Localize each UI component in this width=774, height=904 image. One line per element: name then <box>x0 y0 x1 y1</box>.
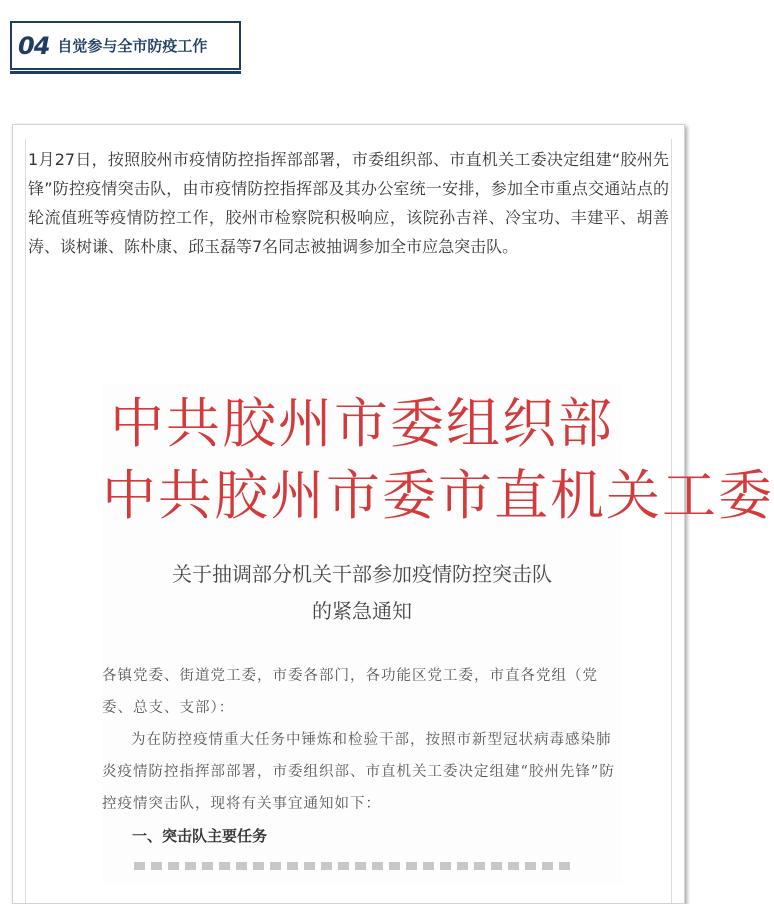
intro-paragraph: 1月27日，按照胶州市疫情防控指挥部部署，市委组织部、市直机关工委决定组建“胶州先锋”防控疫情突击队，由市疫情防控指挥部及其办公室统一安排，参加全市重点交通站点的轮流值班等疫情防控工作，胶州市检察院积极响应，该院孙吉祥、冷宝功、丰建平、胡善涛、谈树谦、陈朴康、邱玉磊等7名同志被抽调参加全市应急突击队。 <box>28 150 669 256</box>
document-issuer-2: 中共胶州市委市直机关工委 <box>102 464 774 527</box>
document-body-paragraph: 为在防控疫情重大任务中锤炼和检验干部，按照市新型冠状病毒感染肺炎疫情防控指挥部部署，市委组织部、市直机关工委决定组建“胶州先锋”防控疫情突击队，现将有关事宜通知如下： <box>102 732 615 812</box>
document-subtitle-1: 关于抽调部分机关干部参加疫情防控突击队 <box>172 562 552 586</box>
document-issuer-1: 中共胶州市委组织部 <box>110 392 614 455</box>
document-subtitle-2: 的紧急通知 <box>312 599 412 623</box>
section-header <box>10 21 241 70</box>
document-cut-off-line <box>134 862 574 870</box>
notice-document-image <box>102 384 774 884</box>
document-section-heading: 一、突击队主要任务 <box>132 827 268 845</box>
article-card <box>12 124 774 904</box>
document-salutation: 各镇党委、街道党工委，市委各部门，各功能区党工委，市直各党组（党委、总支、支部）： <box>102 668 598 716</box>
article-content <box>25 139 774 903</box>
section-number: 04 <box>18 31 50 60</box>
section-title: 自觉参与全市防疫工作 <box>57 37 208 55</box>
